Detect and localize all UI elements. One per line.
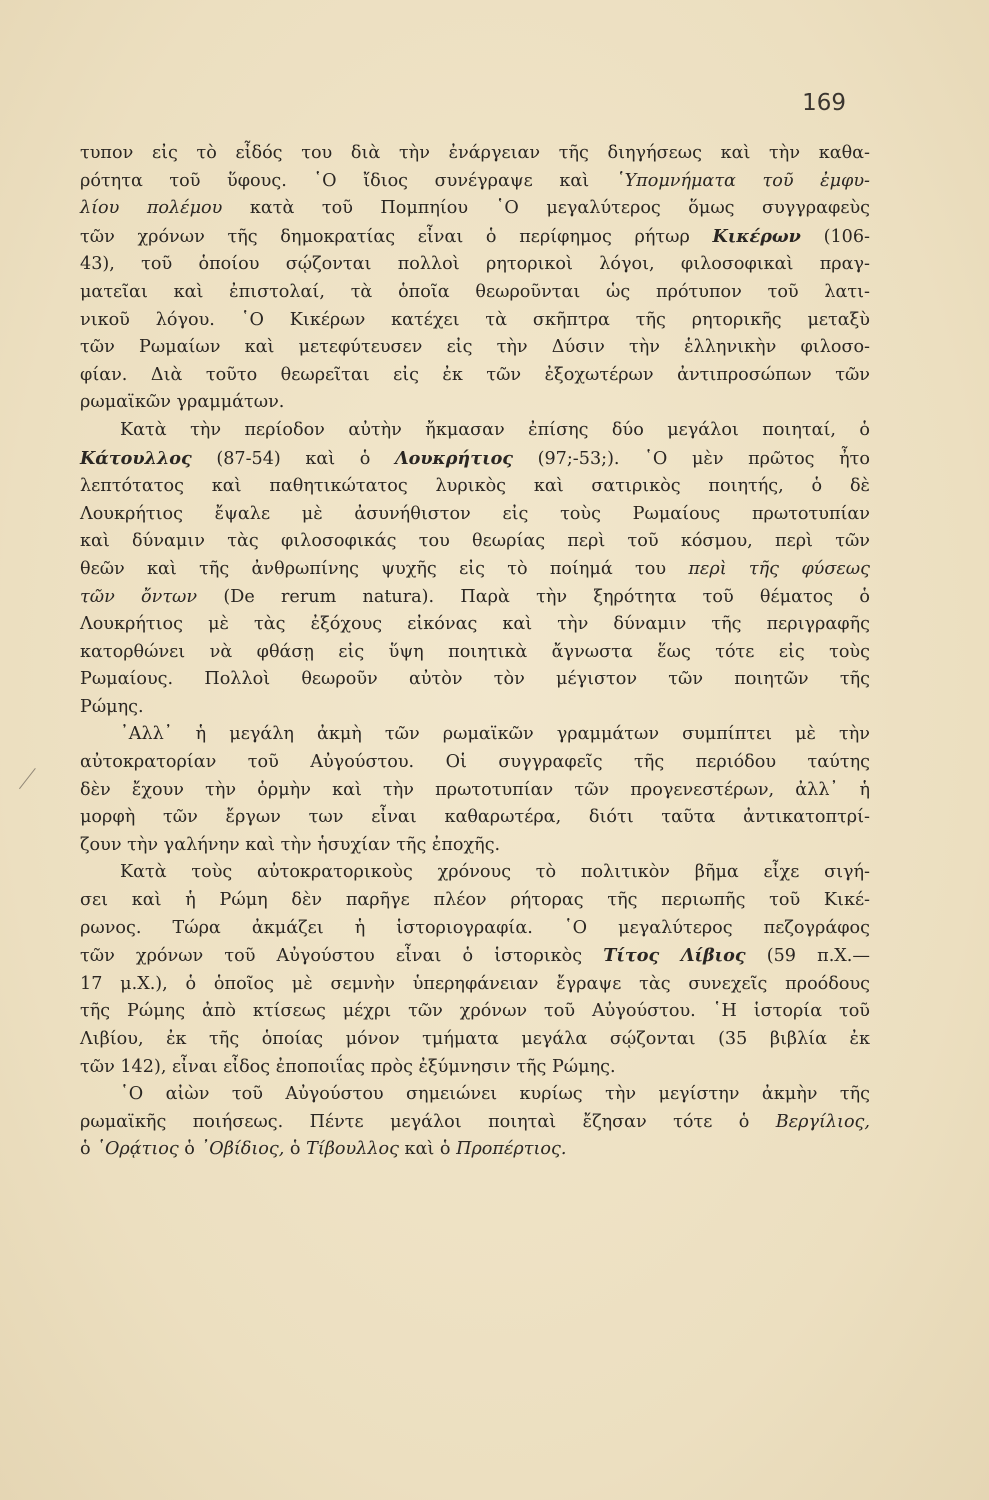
text-segment: ρωμαϊκῶν γραμμάτων. bbox=[80, 392, 285, 413]
text-segment: Κατὰ τὴν περίοδον αὐτὴν ἤκμασαν ἐπίσης δύο μεγάλοι ποιηταί, ὁ bbox=[120, 419, 870, 440]
text-segment: ὁ bbox=[284, 1139, 307, 1160]
text-segment: λεπτότατος καὶ παθητικώτατος λυρικὸς καὶ σατιρικὸς ποιητής, ὁ δὲ bbox=[80, 476, 870, 497]
text-line bbox=[80, 307, 870, 335]
italic-title: περὶ τῆς φύσεως bbox=[688, 558, 870, 579]
text-segment: κατορθώνει νὰ φθάσῃ εἰς ὕψη ποιητικὰ ἄγνωστα ἕως τότε εἰς τοὺς bbox=[80, 641, 870, 662]
text-segment: (106- bbox=[800, 226, 870, 247]
text-line bbox=[80, 694, 870, 722]
text-segment: Λιβίου, ἐκ τῆς ὁποίας μόνον τμήματα μεγάλα σῴζονται (35 βιβλία ἐκ bbox=[80, 1029, 870, 1049]
text-segment: τῆς Ρώμης ἀπὸ κτίσεως μέχρι τῶν χρόνων τοῦ Αὐγούστου. ῾Η ἱστορία τοῦ bbox=[80, 1001, 870, 1022]
text-segment: θεῶν καὶ τῆς ἀνθρωπίνης ψυχῆς εἰς τὸ ποίημά του bbox=[80, 558, 689, 579]
text-segment: 17 μ.Χ.), ὁ ὁποῖος μὲ σεμνὴν ὑπερηφάνειαν ἔγραψε τὰς συνεχεῖς προόδους bbox=[80, 973, 870, 994]
page-number: 169 bbox=[802, 90, 846, 116]
text-line bbox=[80, 611, 870, 639]
text-line bbox=[80, 859, 870, 887]
text-line bbox=[80, 140, 870, 168]
text-segment: ρωνος. Τώρα ἀκμάζει ἡ ἱστοριογραφία. ῾Ο μεγαλύτερος πεζογράφος bbox=[80, 917, 870, 938]
text-segment: Ρώμης. bbox=[80, 696, 144, 717]
text-line bbox=[80, 804, 870, 832]
text-segment: τῶν Ρωμαίων καὶ μετεφύτευσεν εἰς τὴν Δύσιν τὴν ἑλληνικὴν φιλοσο- bbox=[80, 337, 870, 358]
margin-pencil-mark bbox=[19, 768, 36, 789]
text-line bbox=[80, 362, 870, 390]
text-segment: κατὰ τοῦ Πομπηίου ῾Ο μεγαλύτερος ὅμως συγγραφεὺς bbox=[222, 198, 871, 219]
text-line bbox=[80, 639, 870, 667]
text-segment: ὁ bbox=[80, 1139, 97, 1160]
text-line bbox=[80, 528, 870, 556]
italic-title: ῾Ορᾴτιος bbox=[96, 1139, 179, 1160]
text-line bbox=[80, 1136, 870, 1164]
text-segment: (59 π.Χ.— bbox=[745, 946, 870, 967]
italic-title: λίου πολέμου bbox=[80, 198, 223, 219]
italic-title: ῾Υπομνήματα τοῦ ἐμφυ- bbox=[615, 170, 870, 191]
text-line bbox=[80, 666, 870, 694]
text-segment: τῶν χρόνων τοῦ Αὐγούστου εἶναι ὁ ἱστορικὸς bbox=[80, 946, 604, 967]
text-line bbox=[80, 556, 870, 584]
text-segment: ματεῖαι καὶ ἐπιστολαί, τὰ ὁποῖα θεωροῦνται ὡς πρότυπον τοῦ λατι- bbox=[80, 281, 870, 302]
text-segment: σει καὶ ἡ Ρώμη δὲν παρῆγε πλέον ρήτορας τῆς περιωπῆς τοῦ Κικέ- bbox=[80, 890, 870, 911]
text-segment: φίαν. Διὰ τοῦτο θεωρεῖται εἰς ἐκ τῶν ἐξοχωτέρων ἀντιπροσώπων τῶν bbox=[80, 364, 870, 385]
bold-name: Κικέρων bbox=[712, 225, 801, 247]
italic-title: Προπέρτιος. bbox=[456, 1139, 567, 1160]
text-line bbox=[80, 223, 870, 252]
text-segment: ῾Ο αἰὼν τοῦ Αὐγούστου σημειώνει κυρίως τὴν μεγίστην ἀκμὴν τῆς bbox=[120, 1084, 870, 1105]
text-segment: ρότητα τοῦ ὕφους. ῾Ο ἴδιος συνέγραψε καὶ bbox=[80, 170, 616, 191]
text-segment: τυπον εἰς τὸ εἶδός του διὰ τὴν ἐνάργειαν τῆς διηγήσεως καὶ τὴν καθα- bbox=[80, 143, 870, 163]
text-segment: τῶν χρόνων τῆς δημοκρατίας εἶναι ὁ περίφημος ρήτωρ bbox=[80, 226, 713, 247]
text-line bbox=[80, 777, 870, 805]
italic-title: ᾿Οβίδιος, bbox=[200, 1139, 285, 1160]
text-line bbox=[80, 584, 870, 612]
text-segment: καὶ δύναμιν τὰς φιλοσοφικάς του θεωρίας περὶ τοῦ κόσμου, περὶ τῶν bbox=[80, 531, 870, 552]
text-line bbox=[80, 417, 870, 445]
text-line bbox=[80, 887, 870, 915]
text-line bbox=[80, 971, 870, 999]
text-segment: (87-54) καὶ ὁ bbox=[191, 448, 395, 469]
text-line bbox=[80, 915, 870, 943]
italic-title: τῶν ὄντων bbox=[80, 586, 198, 607]
text-segment: ζουν τὴν γαλήνην καὶ τὴν ἡσυχίαν τῆς ἐποχῆς. bbox=[80, 834, 501, 855]
text-line bbox=[80, 1109, 870, 1137]
text-line bbox=[80, 279, 870, 307]
text-line bbox=[80, 473, 870, 501]
text-line bbox=[80, 445, 870, 474]
text-segment: (97;-53;). ῾Ο μὲν πρῶτος ἦτο bbox=[513, 448, 871, 469]
text-segment: δὲν ἔχουν τὴν ὁρμὴν καὶ τὴν πρωτοτυπίαν τῶν προγενεστέρων, ἀλλ᾿ ἡ bbox=[80, 779, 870, 800]
text-segment: ρωμαϊκῆς ποιήσεως. Πέντε μεγάλοι ποιηταὶ ἔζησαν τότε ὁ bbox=[80, 1111, 776, 1132]
text-line bbox=[80, 251, 870, 279]
text-line bbox=[80, 1026, 870, 1054]
text-line bbox=[80, 1054, 870, 1082]
text-segment: Λουκρήτιος ἔψαλε μὲ ἀσυνήθιστον εἰς τοὺς Ρωμαίους πρωτοτυπίαν bbox=[80, 503, 870, 524]
text-segment: Κατὰ τοὺς αὐτοκρατορικοὺς χρόνους τὸ πολιτικὸν βῆμα εἶχε σιγή- bbox=[120, 862, 870, 883]
bold-name: Λουκρήτιος bbox=[394, 447, 514, 469]
text-segment: Λουκρήτιος μὲ τὰς ἐξόχους εἰκόνας καὶ τὴν δύναμιν τῆς περιγραφῆς bbox=[80, 614, 870, 635]
text-segment: μορφὴ τῶν ἔργων των εἶναι καθαρωτέρα, διότι ταῦτα ἀντικατοπτρί- bbox=[80, 807, 870, 828]
text-line bbox=[80, 501, 870, 529]
text-line bbox=[80, 1081, 870, 1109]
text-segment: Ρωμαίους. Πολλοὶ θεωροῦν αὐτὸν τὸν μέγιστον τῶν ποιητῶν τῆς bbox=[80, 669, 870, 690]
bold-name: Κάτουλλος bbox=[80, 447, 192, 469]
text-line bbox=[80, 942, 870, 971]
text-segment: αὐτοκρατορίαν τοῦ Αὐγούστου. Οἱ συγγραφεῖς τῆς περιόδου ταύτης bbox=[80, 752, 870, 773]
text-segment: νικοῦ λόγου. ῾Ο Κικέρων κατέχει τὰ σκῆπτρα τῆς ρητορικῆς μεταξὺ bbox=[80, 309, 870, 330]
text-segment: (De rerum natura). Παρὰ τὴν ξηρότητα τοῦ θέματος ὁ bbox=[197, 586, 870, 607]
text-line bbox=[80, 168, 870, 196]
text-line bbox=[80, 721, 870, 749]
text-segment: 43), τοῦ ὁποίου σῴζονται πολλοὶ ρητορικοὶ λόγοι, φιλοσοφικαὶ πραγ- bbox=[80, 254, 870, 275]
text-line bbox=[80, 749, 870, 777]
bold-name: Τίτος Λίβιος bbox=[603, 945, 746, 967]
text-line bbox=[80, 998, 870, 1026]
italic-title: Βεργίλιος, bbox=[775, 1111, 870, 1132]
text-line bbox=[80, 389, 870, 417]
text-line bbox=[80, 195, 870, 223]
text-segment: τῶν 142), εἶναι εἶδος ἐποποιΐας πρὸς ἐξύμνησιν τῆς Ρώμης. bbox=[80, 1056, 616, 1077]
text-segment: ὁ bbox=[178, 1139, 201, 1160]
text-line bbox=[80, 334, 870, 362]
body-text bbox=[80, 140, 870, 1164]
italic-title: Τίβουλλος bbox=[306, 1139, 399, 1160]
text-segment: καὶ ὁ bbox=[398, 1139, 457, 1160]
text-segment: ᾿Αλλ᾿ ἡ μεγάλη ἀκμὴ τῶν ρωμαϊκῶν γραμμάτων συμπίπτει μὲ τὴν bbox=[120, 724, 870, 745]
text-line bbox=[80, 832, 870, 860]
